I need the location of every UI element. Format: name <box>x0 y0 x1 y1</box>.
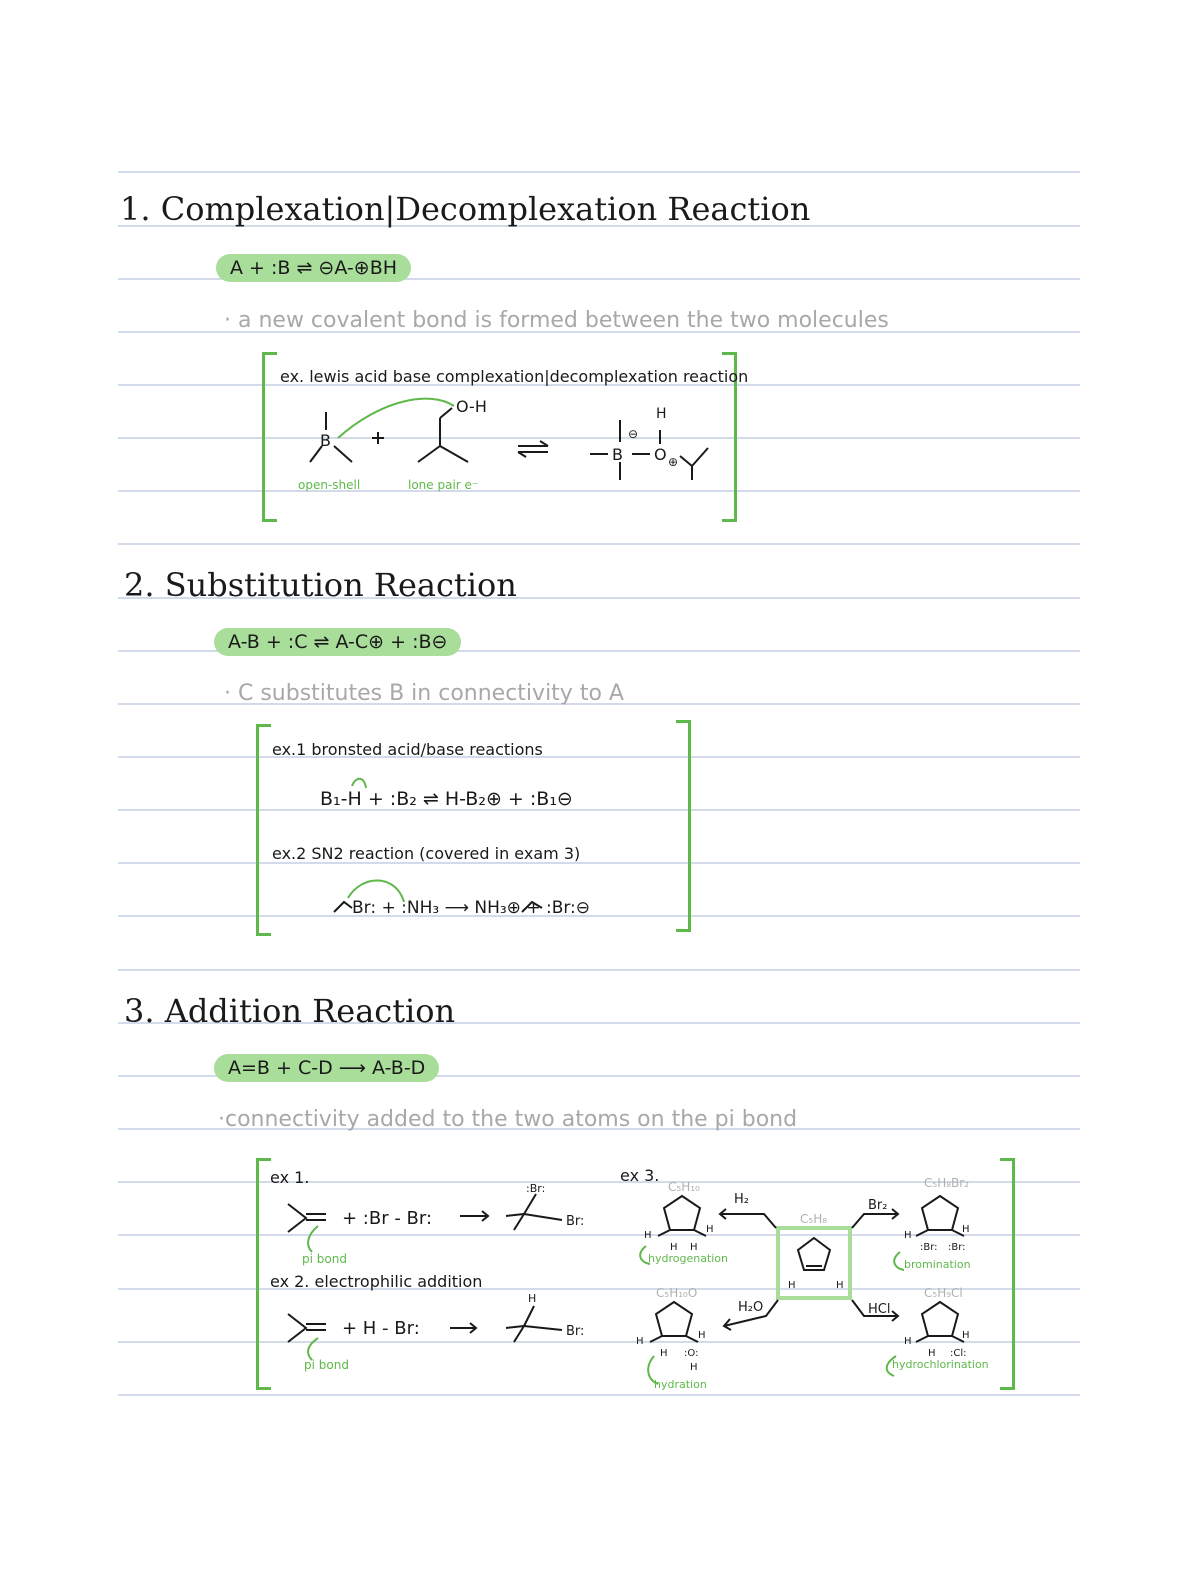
svg-text:H: H <box>962 1330 970 1341</box>
section-2-heading: 2. Substitution Reaction <box>124 566 517 604</box>
bromination-label: bromination <box>904 1258 971 1271</box>
section-2-equation: A-B + :C ⇌ A-C⊕ + :B⊖ <box>214 628 461 656</box>
pi-bond-label-1: pi bond <box>302 1252 347 1266</box>
section-3-ex1-reagent: + :Br - Br: <box>342 1208 433 1229</box>
lone-pair-label: lone pair e⁻ <box>408 478 479 492</box>
hydration-label: hydration <box>654 1378 707 1391</box>
section-2-ex2-title: ex.2 SN2 reaction (covered in exam 3) <box>272 844 581 863</box>
section-2-ex2-equation: Br: + :NH₃ ⟶ NH₃⊕ + :Br:⊖ <box>352 898 591 918</box>
section-2-ex1-title: ex.1 bronsted acid/base reactions <box>272 740 543 759</box>
svg-text:H: H <box>836 1280 844 1291</box>
svg-text:H: H <box>788 1280 796 1291</box>
reagent-hcl: HCl <box>868 1302 891 1317</box>
svg-text::Br:: :Br: <box>526 1182 546 1195</box>
svg-text:O-H: O-H <box>456 397 487 416</box>
section-1-example-title: ex. lewis acid base complexation|decomplexation reaction <box>280 367 749 386</box>
hydrochlorination-label: hydrochlorination <box>892 1358 989 1371</box>
pi-bond-label-2: pi bond <box>304 1358 349 1372</box>
section-3-ex2-title: ex 2. electrophilic addition <box>270 1272 483 1291</box>
svg-text:H: H <box>706 1224 714 1235</box>
svg-text:H: H <box>636 1336 644 1347</box>
section-1-note: · a new covalent bond is formed between the two molecules <box>224 308 889 333</box>
svg-text::O:: :O: <box>684 1348 699 1359</box>
svg-text:⊕: ⊕ <box>668 455 679 469</box>
svg-text:B: B <box>612 445 623 464</box>
svg-text:H: H <box>690 1242 698 1253</box>
svg-text:H: H <box>928 1348 936 1359</box>
section-3-ex2-product: Br: <box>566 1324 585 1339</box>
section-3-note: ·connectivity added to the two atoms on the pi bond <box>218 1107 798 1132</box>
section-3-ex1-title: ex 1. <box>270 1168 310 1187</box>
svg-text::Cl:: :Cl: <box>950 1348 967 1359</box>
reagent-h2o: H₂O <box>738 1300 764 1315</box>
svg-text:H: H <box>670 1242 678 1253</box>
svg-text::Br:: :Br: <box>948 1242 966 1253</box>
section-3-ex2-reagent: + H - Br: <box>342 1318 420 1339</box>
section-2-note: · C substitutes B in connectivity to A <box>224 681 624 706</box>
formula-h2o-product: C₅H₁₀O <box>656 1286 698 1300</box>
reagent-h2: H₂ <box>734 1192 749 1207</box>
svg-text:H: H <box>644 1230 652 1241</box>
formula-h2-product: C₅H₁₀ <box>668 1180 700 1194</box>
section-3-equation: A=B + C-D ⟶ A-B-D <box>214 1054 439 1082</box>
svg-text:H: H <box>904 1336 912 1347</box>
svg-text:H: H <box>528 1292 537 1305</box>
svg-text:H: H <box>962 1224 970 1235</box>
formula-hcl-product: C₅H₉Cl <box>924 1286 963 1300</box>
svg-text:H: H <box>698 1330 706 1341</box>
section-1-heading: 1. Complexation|Decomplexation Reaction <box>120 190 811 228</box>
svg-text:H: H <box>660 1348 668 1359</box>
section-2-ex1-equation: B₁-H + :B₂ ⇌ H-B₂⊕ + :B₁⊖ <box>320 788 573 810</box>
reagent-br2: Br₂ <box>868 1198 888 1213</box>
section-3-heading: 3. Addition Reaction <box>124 992 456 1030</box>
svg-text:⊖: ⊖ <box>628 427 639 441</box>
svg-text:H: H <box>904 1230 912 1241</box>
svg-text::Br:: :Br: <box>920 1242 938 1253</box>
formula-br2-product: C₅H₈Br₂ <box>924 1176 969 1190</box>
product-h: H <box>656 406 667 422</box>
open-shell-label: open-shell <box>298 478 361 492</box>
section-3-ex3-title: ex 3. <box>620 1166 660 1185</box>
section-3-ex1-product: Br: <box>566 1214 585 1229</box>
svg-text:B: B <box>320 431 331 450</box>
hydrogenation-label: hydrogenation <box>648 1252 729 1265</box>
formula-start: C₅H₈ <box>800 1212 828 1226</box>
svg-text:O: O <box>654 445 667 464</box>
svg-text:H: H <box>690 1362 698 1373</box>
section-1-equation: A + :B ⇌ ⊖A-⊕BH <box>216 254 411 282</box>
